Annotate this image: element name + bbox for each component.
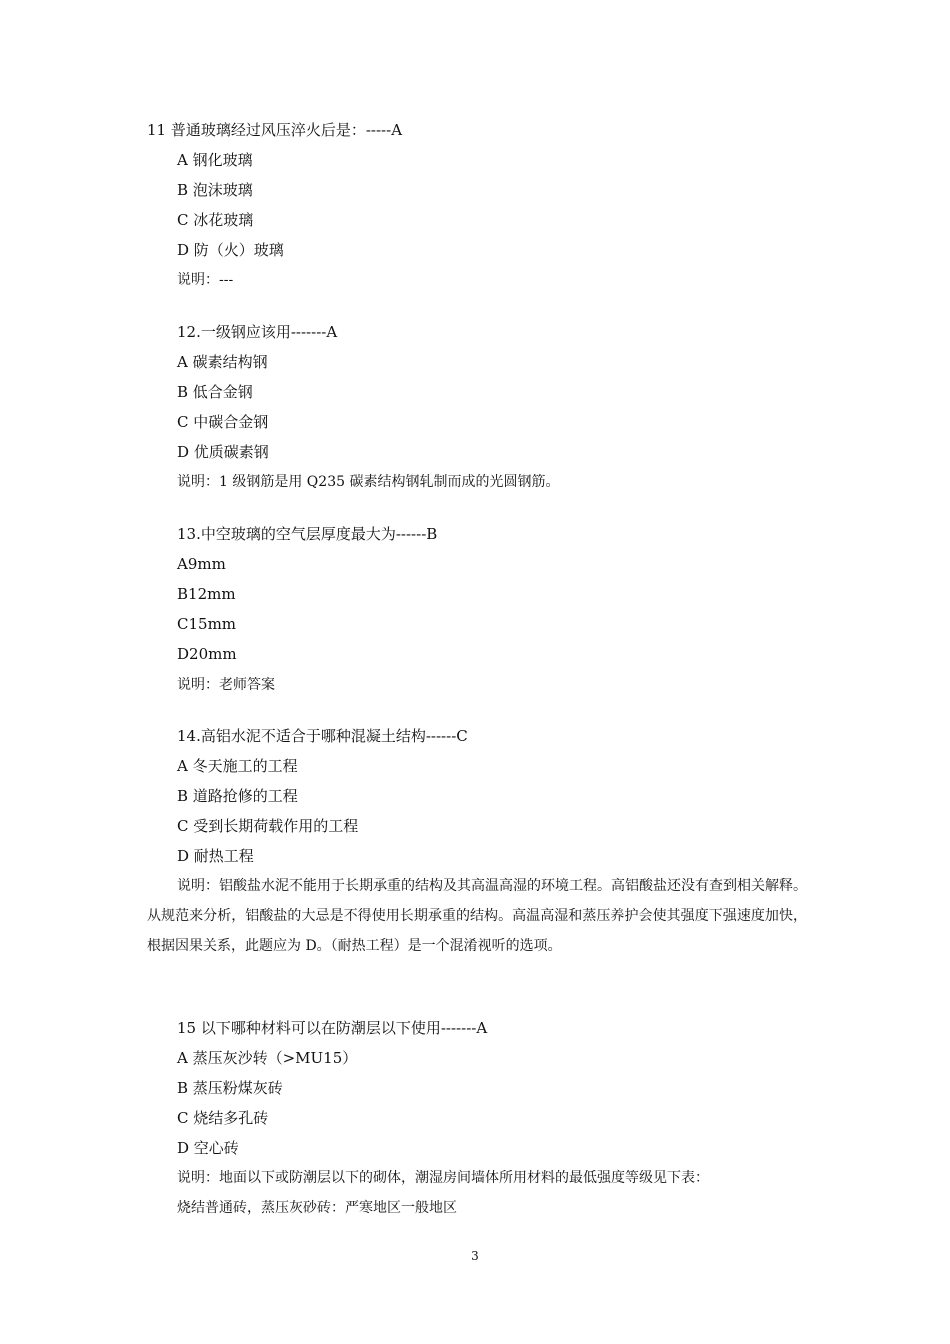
question-12-note: 说明：1 级钢筋是用 Q235 碳素结构钢轧制而成的光圆钢筋。 <box>177 474 560 490</box>
question-13-option-c: C15mm <box>177 615 237 633</box>
question-13-option-d: D20mm <box>177 645 237 663</box>
question-14-stem: 14.高铝水泥不适合于哪种混凝土结构------C <box>177 727 468 745</box>
question-15-option-d: D 空心砖 <box>177 1139 239 1157</box>
question-12-option-c: C 中碳合金钢 <box>177 413 269 431</box>
question-15-extra: 烧结普通砖，蒸压灰砂砖：严寒地区一般地区 <box>177 1200 457 1216</box>
question-15-stem: 15 以下哪种材料可以在防潮层以下使用-------A <box>177 1019 488 1037</box>
question-14-note: 说明：铝酸盐水泥不能用于长期承重的结构及其高温高湿的环境工程。高铝酸盐还没有查到相关解释。从规范来分析，铝酸盐的大忌是不得使用长期承重的结构。高温高湿和蒸压养护会使其强度下强速度加快，根据因果关系，此题应为 D。（耐热工程）是一个混淆视听的选项。 <box>147 878 807 954</box>
question-12-option-b: B 低合金钢 <box>177 383 253 401</box>
question-12-option-d: D 优质碳素钢 <box>177 443 269 461</box>
question-11-option-b: B 泡沫玻璃 <box>177 181 253 199</box>
question-13-note: 说明：老师答案 <box>177 677 275 693</box>
question-12-stem: 12.一级钢应该用-------A <box>177 323 338 341</box>
question-14-option-c: C 受到长期荷载作用的工程 <box>177 817 359 835</box>
question-14-option-d: D 耐热工程 <box>177 847 254 865</box>
question-14-option-b: B 道路抢修的工程 <box>177 787 298 805</box>
question-11-stem: 11 普通玻璃经过风压淬火后是：-----A <box>147 121 403 139</box>
question-13-option-a: A9mm <box>177 555 226 573</box>
question-11-option-a: A 钢化玻璃 <box>177 151 253 169</box>
page-number: 3 <box>471 1249 479 1263</box>
question-12-option-a: A 碳素结构钢 <box>177 353 268 371</box>
question-15-option-b: B 蒸压粉煤灰砖 <box>177 1079 283 1097</box>
question-11-note: 说明：--- <box>177 272 234 288</box>
question-13-stem: 13.中空玻璃的空气层厚度最大为------B <box>177 525 438 543</box>
question-15-option-c: C 烧结多孔砖 <box>177 1109 269 1127</box>
question-14-option-a: A 冬天施工的工程 <box>177 757 298 775</box>
question-13-option-b: B12mm <box>177 585 236 603</box>
question-11-option-c: C 冰花玻璃 <box>177 211 254 229</box>
question-15-option-a: A 蒸压灰沙转（>MU15） <box>177 1049 358 1067</box>
question-11-option-d: D 防（火）玻璃 <box>177 241 284 259</box>
question-15-note: 说明：地面以下或防潮层以下的砌体，潮湿房间墙体所用材料的最低强度等级见下表： <box>177 1170 709 1186</box>
